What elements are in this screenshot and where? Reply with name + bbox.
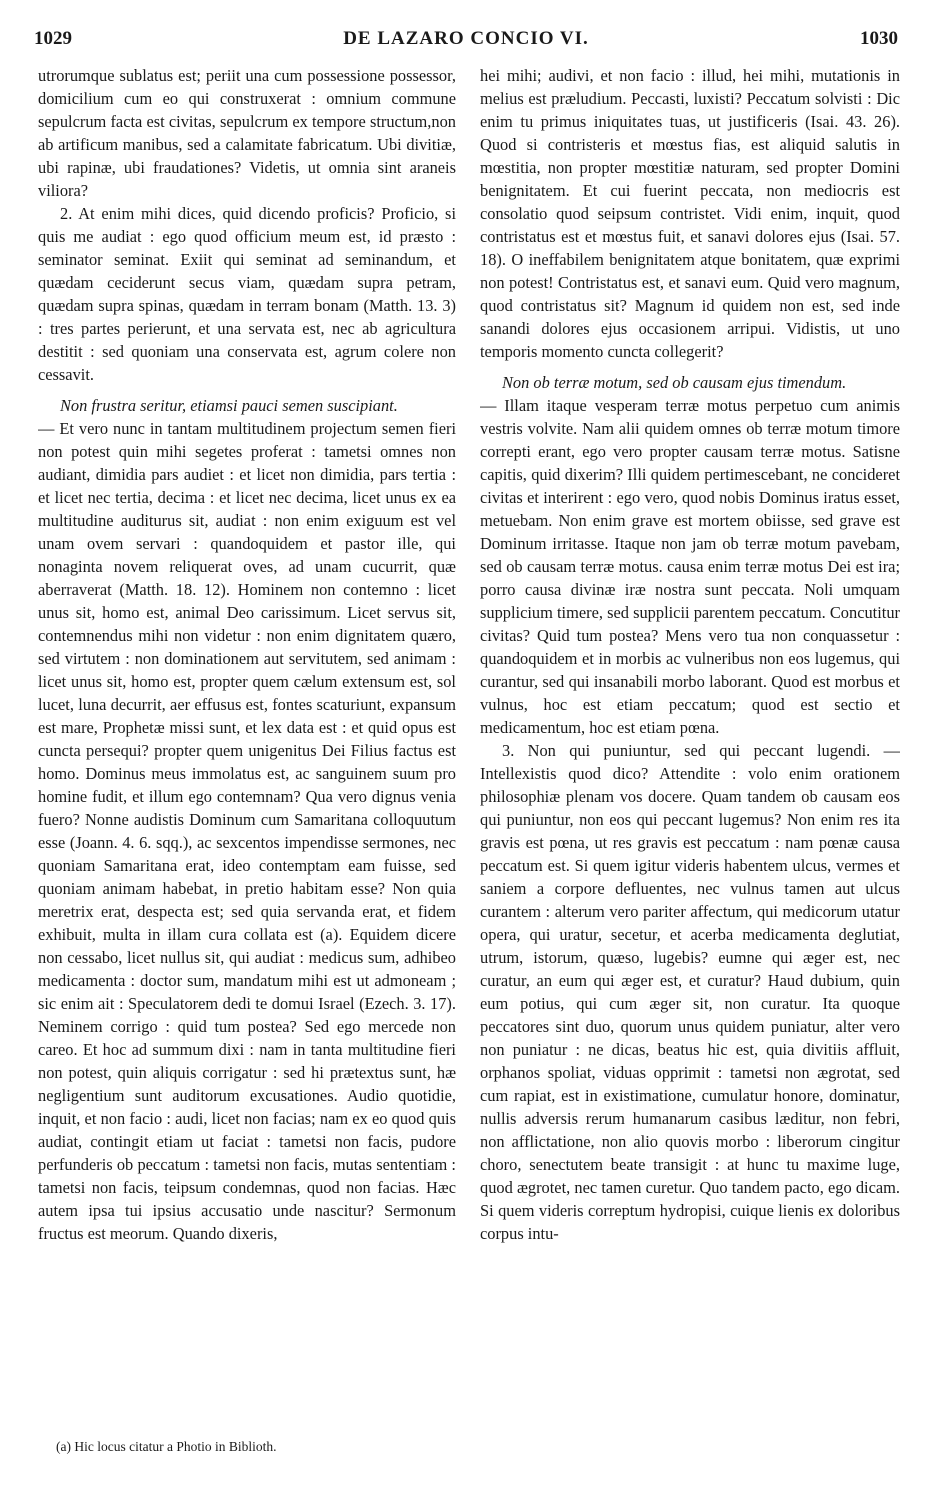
right-column (480, 64, 900, 1494)
left-paragraph-1: utrorumque sublatus est; periit una cum possessione possessor, domicilium cum eo qui construxerat : omnium commune sepulcrum facta est civitas, sepulcrum ex tempore structum,non ab artificum manibus, sed a calamitate fabricatum. Ubi divitiæ, ubi rapinæ, ubi fraudationes? Videtis, ut omnia sint araneis viliora? (38, 66, 456, 200)
left-paragraph-2: 2. At enim mihi dices, quid dicendo proficis? Proficio, si quis me audiat : ego quod officium meum est, id præsto : seminator seminat. Exiit qui seminat ad seminandum, et quædam ceciderunt secus viam, quædam supra petram, quædam supra spinas, quædam in terram bonam (Matth. 13. 3) : tres partes perierunt, et una servata est, nec ab agricultura destitit : sed quoniam una conservata est, agrum colere non cessavit. (38, 204, 456, 384)
right-paragraph-2: — Illam itaque vesperam terræ motus perpetuo cum animis vestris volvite. Nam alii quidem omnes ob terræ motum timore correpti erant, ego vero propter causam terræ motus. Satisne capitis, quid dixerim? Illi quidem pertimescebant, ne concideret civitas et interirent : ego vero, quod nobis Dominus iratus esset, metuebam. Non enim grave est mortem obiisse, sed grave est Dominum irritasse. Itaque non jam ob terræ motum pavebam, sed ob causam terræ motus. causa enim terræ motus Dei est ira; porro causa divinæ iræ nostra sunt peccata. Noli umquam supplicium timere, sed supplicii parentem peccatum. Concutitur civitas? Quid tum postea? Mens vero tua non conquassetur : quandoquidem et in morbis ac vulneribus non eos lugemus, qui curantur, sed qui insanabili morbo laborant. Quod est morbus et vulnus, hoc est etiam peccatum; quod est sectio et medicamentum, hoc est etiam pœna. (480, 396, 900, 737)
page-header (34, 28, 898, 62)
left-section-heading: Non frustra seritur, etiamsi pauci semen suscipiant. (60, 396, 398, 415)
footnote: (a) Hic locus citatur a Photio in Biblioth. (56, 1439, 277, 1454)
left-paragraph-3: — Et vero nunc in tantam multitudinem projectum semen fieri non potest quin mihi segetes proferat : tametsi omnes non audiant, dimidia pars audiet : et licet non dimidia, pars tertia : et licet nec tertia, decima : et licet nec decima, licet unus ex ea multitudine auditurus sit, audiat : non enim exiguum est vel unam ovem servari : quandoquidem et pastor ille, qui nonaginta novem reliquerat oves, ad unam cucurrit, quæ aberraverat (Matth. 18. 12). Hominem non contemno : licet unus sit, homo est, animal Deo carissimum. Licet servus sit, contemnendus mihi non videtur : non enim dignitatem quæro, sed virtutem : non dominationem aut servitutem, sed animam : licet unus sit, homo est, propter quem cælum extensum est, sol lucet, luna decurrit, aer effusus est, fontes scaturiunt, expansum est mare, Prophetæ missi sunt, et lex data est : et quid opus est cuncta persequi? propter quem unigenitus Dei Filius factus est homo. Dominus meus immolatus est, ac sanguinem suum pro homine fudit, et illum ego contemnam? Qua vero dignus venia fuero? Nonne audistis Dominum cum Samaritana colloquutum esse (Joann. 4. 6. sqq.), ac sexcentos impendisse sermones, nec quoniam Samaritana erat, ideo contemptam eam fuisse, sed quoniam animam habebat, in pretio habitam esse? Non quia meretrix erat, despecta est; sed quia servanda erat, et fidem exhibuit, multa in illam cura collata est (a). Equidem dicere non cessabo, licet nullus sit, qui audiat : medicus sum, adhibeo medicamenta : doctor sum, mandatum mihi est ut admoneam ; sic enim ait : Speculatorem dedi te domui Israel (Ezech. 3. 17). Neminem corrigo : quid tum postea? Sed ego mercede non careo. Et hoc ad summum dixi : nam in tanta multitudine fieri non potest, quin aliquis corrigatur : sed hi prætextus sunt, hæ negligentium sunt auditorum excusationes. Audio quotidie, inquit, et non facio : audi, licet non facias; nam ex eo quod quis audiat, contingit etiam ut faciat : tametsi non facis, pudore perfunderis ob peccatum : tametsi non facis, mutas sententiam : tametsi non facis, teipsum condemnas, quod non facias. Hæc autem ipsa tui ipsius accusatio unde nascitur? Sermonum fructus est meorum. Quando dixeris, (38, 419, 456, 1243)
page-number-right: 1030 (860, 28, 898, 49)
page-number-left: 1029 (34, 28, 72, 49)
running-title: DE LAZARO CONCIO VI. (343, 28, 589, 49)
left-column (38, 64, 456, 1444)
right-paragraph-1: hei mihi; audivi, et non facio : illud, hei mihi, mutationis in melius est præludium. Peccasti, luxisti? Peccatum solvisti : Dic enim tu primus iniquitates tuas, ut justificeris (Isai. 43. 26). Quod si contristeris et mœstus fias, est aliquid salutis in mœstitia, non propter mœstitiæ naturam, sed propter Domini benignitatem. Et cui fuerint peccata, non mediocris est consolatio quod seipsum contristet. Vidi enim, inquit, quod contristatus est et mœstus fuit, et sanavi dolores ejus (Isai. 57. 18). O ineffabilem benignitatem atque bonitatem, quæ exprimi non potest! Contristatus est, et sanavi eum. Quid vero magnum, quod contristatus sit? Magnum id quidem non est, sed inde sanandi dolores ejus occasionem arripui. Vidistis, ut uno temporis momento cuncta collegerit? (480, 66, 900, 361)
right-section-heading: Non ob terræ motum, sed ob causam ejus timendum. (502, 373, 847, 392)
right-paragraph-3: 3. Non qui puniuntur, sed qui peccant lugendi. — Intellexistis quod dico? Attendite : volo enim orationem philosophiæ plenam vos docere. Quam tandem ob causam eos qui puniuntur, non eos qui peccant lugemus? Non enim res ita gravis est pœna, ut res gravis est peccatum : nam pœnæ causa peccatum est. Si quem igitur videris habentem ulcus, vermes et saniem a corpore defluentes, nec vulnus tamen aut ulcus curantem : alterum vero pariter affectum, qui medicorum utatur opera, qui uratur, secetur, et acerba medicamenta deglutiat, utrum, istorum, quæso, lugebis? eumne qui æger est, nec curatur, an eum qui æger est, et curatur? Haud dubium, quin eum potius, qui cum æger sit, non curatur. Ita quoque peccatores sint duo, quorum unus quidem puniatur, alter vero non puniatur : ne dicas, beatus hic est, quia divitiis affluit, orphanos spoliat, viduas opprimit : tametsi non ægrotat, sed cum rapiat, est in existimatione, cumulatur honore, dominatur, nullis adversis rerum humanarum casibus læditur, non febri, non afflictatione, non alio quovis morbo : liberorum cingitur choro, senectutem beate transigit : at hunc tu maxime luge, quod ægrotet, nec tamen curetur. Quo tandem pacto, ego dicam. Si quem videris correptum hydropisi, cuique lienis ex doloribus corpus intu- (480, 741, 900, 1243)
